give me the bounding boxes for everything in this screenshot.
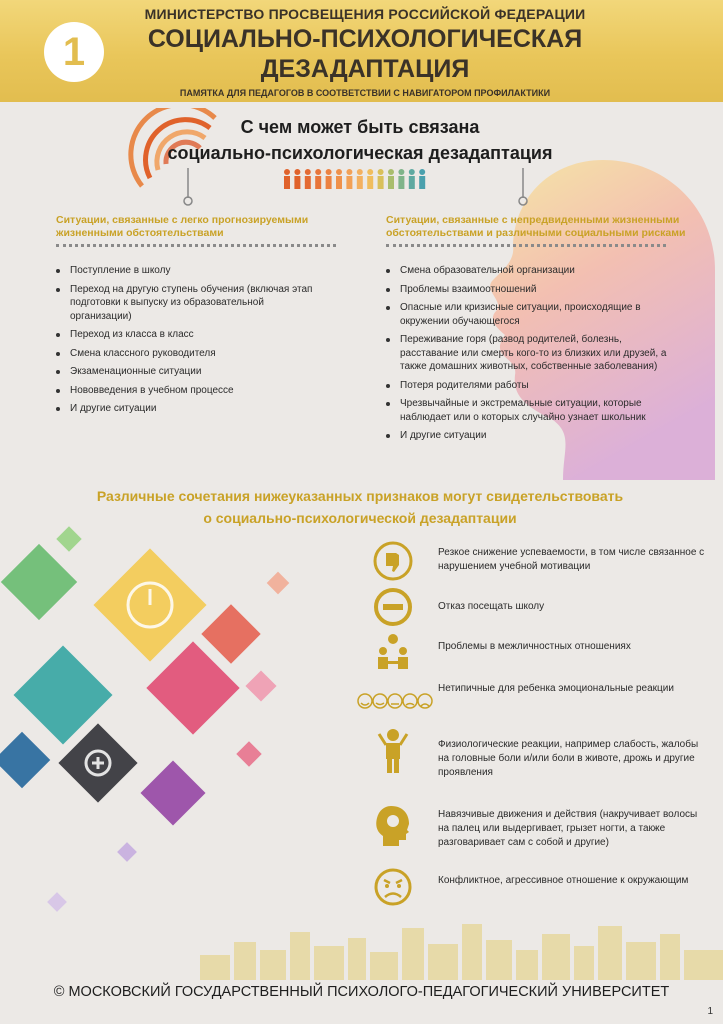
city-skyline-icon xyxy=(200,920,723,980)
page-title xyxy=(110,24,620,84)
person-figure-head xyxy=(357,169,363,175)
list-item: Нововведения в учебном процессе xyxy=(56,384,326,398)
page-subtitle: ПАМЯТКА ДЛЯ ПЕДАГОГОВ В СООТВЕТСТВИИ С НАВИГАТОРОМ ПРОФИЛАКТИКИ xyxy=(179,88,551,98)
person-figure-body xyxy=(305,176,311,189)
list-item: Смена образовательной организации xyxy=(386,264,676,278)
person-figure-body xyxy=(315,176,321,189)
pin-right-icon xyxy=(518,168,528,206)
people-row-icon xyxy=(280,168,430,190)
head-thoughts-icon xyxy=(372,804,414,846)
right-situations-list xyxy=(386,264,676,448)
pin-left-icon xyxy=(183,168,193,206)
list-item: Чрезвычайные и экстремальные ситуации, которые наблюдает или о которых случайно узнает школьник xyxy=(386,397,676,424)
person-figure-head xyxy=(326,169,332,175)
list-item: Переживание горя (развод родителей, болезнь, расставание или смерть кого-то из близких или друзей, а также домашних животных, собственные заболевания) xyxy=(386,333,676,374)
person-figure-body xyxy=(388,176,394,189)
left-divider xyxy=(56,244,336,247)
list-item: И другие ситуации xyxy=(386,429,676,443)
section1-title xyxy=(160,114,560,166)
list-item: Экзаменационные ситуации xyxy=(56,365,326,379)
sign-text-aggression: Конфликтное, агрессивное отношение к окружающим xyxy=(438,875,689,886)
person-figure-head xyxy=(284,169,290,175)
conflict-people-icon xyxy=(372,630,414,672)
list-item: Проблемы взаимоотношений xyxy=(386,283,676,297)
person-figure-body xyxy=(326,176,332,189)
copyright-footer: © МОСКОВСКИЙ ГОСУДАРСТВЕННЫЙ ПСИХОЛОГО-ПЕДАГОГИЧЕСКИЙ УНИВЕРСИТЕТ xyxy=(53,984,670,1000)
list-item: Смена классного руководителя xyxy=(56,347,326,361)
thumbs-down-icon xyxy=(372,540,414,582)
person-figure-head xyxy=(315,169,321,175)
ministry-name: МИНИСТЕРСТВО ПРОСВЕЩЕНИЯ РОССИЙСКОЙ ФЕДЕРАЦИИ xyxy=(144,6,586,22)
left-column-heading: Ситуации, связанные с легко прогнозируемыми жизненными обстоятельствами xyxy=(56,214,309,239)
section2-title-line-1: Различные сочетания нижеуказанных признаков могут свидетельствовать xyxy=(96,488,624,504)
person-figure-body xyxy=(294,176,300,189)
sign-text-relations: Проблемы в межличностных отношениях xyxy=(438,641,631,652)
list-item: И другие ситуации xyxy=(56,402,326,416)
person-figure-head xyxy=(409,169,415,175)
angry-face-icon xyxy=(372,866,414,908)
person-figure-body xyxy=(419,176,425,189)
right-divider xyxy=(386,244,666,247)
person-figure-head xyxy=(378,169,384,175)
emotions-faces-icon xyxy=(356,680,434,722)
title-line-2: ДЕЗАДАПТАЦИЯ xyxy=(260,55,470,83)
header-banner xyxy=(0,0,723,102)
section2-title xyxy=(60,485,660,529)
section1-title-line-1: С чем может быть связана xyxy=(240,117,480,137)
sign-text-grades: Резкое снижение успеваемости, в том числе связанное с нарушением учебной мотивации xyxy=(438,547,705,572)
person-figure-head xyxy=(398,169,404,175)
no-entry-icon xyxy=(372,586,414,628)
page-number: 1 xyxy=(707,1006,713,1017)
person-figure-head xyxy=(346,169,352,175)
person-figure-body xyxy=(357,176,363,189)
person-figure-body xyxy=(346,176,352,189)
person-figure-body xyxy=(378,176,384,189)
list-item: Переход на другую ступень обучения (включая этап подготовки к выпуску из образовательной организации) xyxy=(56,283,326,324)
list-item: Опасные или кризисные ситуации, происходящие в окружении обучающегося xyxy=(386,301,676,328)
person-figure-head xyxy=(336,169,342,175)
sign-text-emotions: Нетипичные для ребенка эмоциональные реакции xyxy=(438,683,674,694)
person-figure-head xyxy=(419,169,425,175)
list-item: Переход из класса в класс xyxy=(56,328,326,342)
section1-title-line-2: социально-психологическая дезадаптация xyxy=(167,143,553,163)
person-figure-head xyxy=(294,169,300,175)
title-line-1: СОЦИАЛЬНО-ПСИХОЛОГИЧЕСКАЯ xyxy=(147,25,583,53)
person-figure-head xyxy=(388,169,394,175)
person-figure-body xyxy=(336,176,342,189)
person-figure-head xyxy=(305,169,311,175)
left-situations-list xyxy=(56,264,326,421)
section2-title-line-2: о социально-психологической дезадаптации xyxy=(203,510,517,526)
person-figure-body xyxy=(367,176,373,189)
number-badge xyxy=(44,22,104,82)
badge-number: 1 xyxy=(62,29,86,74)
person-figure-body xyxy=(284,176,290,189)
right-column-heading: Ситуации, связанные с непредвиденными жизненными обстоятельствами и различными социальными рисками xyxy=(386,214,686,239)
sign-text-physiology: Физиологические реакции, например слабость, жалобы на головные боли и/или боли в животе, дрожь и другие проявления xyxy=(438,739,699,778)
sign-text-school-refusal: Отказ посещать школу xyxy=(438,601,545,612)
person-figure-body xyxy=(398,176,404,189)
person-figure-body xyxy=(409,176,415,189)
person-headache-icon xyxy=(372,730,414,772)
list-item: Поступление в школу xyxy=(56,264,326,278)
person-figure-head xyxy=(367,169,373,175)
sign-text-obsessive: Навязчивые движения и действия (накручивает волосы на палец или выдергивает, грызет ногти, а также разговаривает сам с собой и другие) xyxy=(438,809,698,848)
list-item: Потеря родителями работы xyxy=(386,379,676,393)
mosaic-decoration-icon xyxy=(0,525,330,945)
